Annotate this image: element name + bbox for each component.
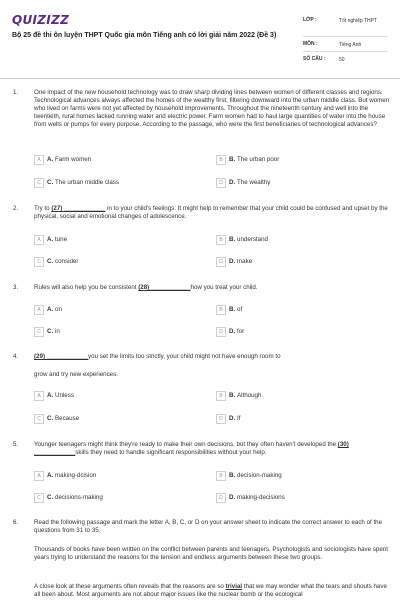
option-box: D [216,414,226,424]
option-letter: A. [47,392,54,399]
text-before: Rules will also help you be consistent [34,284,139,291]
option-text: Farm women [55,156,92,163]
option-letter: D. [229,328,236,335]
option-text: understand [237,236,268,243]
question-number: 5. [13,441,19,448]
text-after: in to your child's feelings. It might help to remember that your child could be confused and upset by the physical, social and emotional changes of adolescence. [34,205,388,220]
option-box: D [216,327,226,337]
worksheet-title: Bộ 25 đề thi ôn luyện THPT Quốc gia môn Tiếng anh có lời giải năm 2022 (Đề 3) [12,32,277,39]
option-text: of [237,306,243,313]
subject-label: MÔN : [303,41,318,47]
option-box: A [34,305,44,315]
count-label: SỐ CÂU : [303,56,326,62]
option-letter: D. [229,179,236,186]
text-before: Younger teenagers might think they're ready to make their own decisions, but they often haven't developed the [34,441,338,448]
option-letter: B. [229,236,236,243]
option-letter: A. [47,472,54,479]
blank: (30) ____________ [34,441,349,456]
option-text: Because [55,415,80,422]
option-text: consider [55,258,79,265]
passage-text: Thousands of books have been written on the conflict between parents and teenagers. Psychologists and sociologists have spent years trying to understand the reasons for the tension and endless arguments between these two groups. [34,546,388,561]
option-text: The wealthy [237,179,271,186]
grade-value: Tốt nghiệp THPT [339,18,377,24]
option-letter: A. [47,306,54,313]
option-text: decision-making [237,472,282,479]
highlighted-word: trivial [225,583,243,590]
option-letter: B. [229,392,236,399]
option-text: for [237,328,245,335]
option-box: D [216,178,226,188]
question-number: 1. [13,89,19,96]
question-number: 6. [13,519,19,526]
option-letter: C. [47,328,54,335]
count-value: 50 [339,57,345,63]
question-text [34,441,390,457]
worksheet-header [0,0,400,68]
option-letter: C. [47,258,54,265]
option-text: Unless [55,392,74,399]
option-letter: C. [47,494,54,501]
option-box: A [34,235,44,245]
meta-divider [303,36,388,37]
quizizz-logo: QUIZIZZ [12,13,70,27]
option-box: B [216,235,226,245]
option-letter: C. [47,179,54,186]
option-letter: B. [229,156,236,163]
text-after: how you treat your child. [190,284,258,291]
text-before: Try to [34,205,52,212]
option-letter: B. [229,472,236,479]
option-box: C [34,257,44,267]
option-box: D [216,257,226,267]
question-number: 4. [13,353,19,360]
option-box: A [34,391,44,401]
option-letter: D. [229,258,236,265]
meta-divider [303,51,388,52]
option-box: C [34,493,44,503]
blank: (27) ____________ [51,205,106,212]
passage-text [34,583,390,599]
text-after: skills they need to handle significant responsibilities without your help. [75,449,267,456]
blank: (28)____________ [138,284,191,291]
option-text: decisions-making [55,494,103,501]
option-letter: D. [229,415,236,422]
option-letter: A. [47,236,54,243]
question-number: 2. [13,205,19,212]
question-text-line2: grow and try new experiences. [34,371,118,378]
option-box: D [216,493,226,503]
blank: (29) ____________ [34,353,89,360]
option-box: C [34,414,44,424]
question-number: 3. [13,284,19,291]
question-text: Read the following passage and mark the letter A, B, C, or D on your answer sheet to indicate the correct answer to each of the questions from 31 to 35. [34,519,383,534]
text-before: A close look at these arguments often reveals that the reasons are so [34,583,226,590]
option-box: C [34,327,44,337]
option-box: B [216,305,226,315]
option-box: B [216,155,226,165]
question-text: One impact of the new household technology was to draw sharp dividing lines between women of different classes and regions. Technological advances always affected the homes of the wealthy first, filtering downward into the urban middle class. But women who lived on farms were not yet affected by household improvements. Throughout the nineteenth century and well into the twentieth, rural homes lacked running water and electric power. Farm women had to haul large quantities of water into the house from wells or pumps for every purpose. According to the passage, who were the first beneficiaries of technological advances? [34,89,390,128]
option-box: C [34,178,44,188]
option-text: on [55,306,62,313]
option-letter: C. [47,415,54,422]
option-text: making-decisions [237,494,285,501]
option-letter: D. [229,494,236,501]
option-box: A [34,155,44,165]
question-text [34,205,390,221]
option-text: The urban middle class [55,179,119,186]
option-text: Although [237,392,262,399]
option-letter: A. [47,156,54,163]
question-text [34,284,390,292]
subject-value: Tiếng Anh [339,42,362,48]
option-letter: B. [229,306,236,313]
option-text: tune [55,236,68,243]
option-box: B [216,471,226,481]
option-text: The urban poor [237,156,280,163]
question-text [34,353,390,361]
text-after: that we may wonder what the tears and shouts have all been about. Most arguments are not about major issues like the nuclear bomb or the ecological [34,583,387,598]
option-text: in [55,328,60,335]
option-text: making-dcision [55,472,97,479]
option-text: If [237,415,241,422]
option-text: make [237,258,253,265]
grade-label: LỚP : [303,17,317,23]
text-after: you set the limits too strictly, your child might not have enough room to [88,353,281,360]
header-divider [0,78,400,79]
option-box: A [34,471,44,481]
option-box: B [216,391,226,401]
